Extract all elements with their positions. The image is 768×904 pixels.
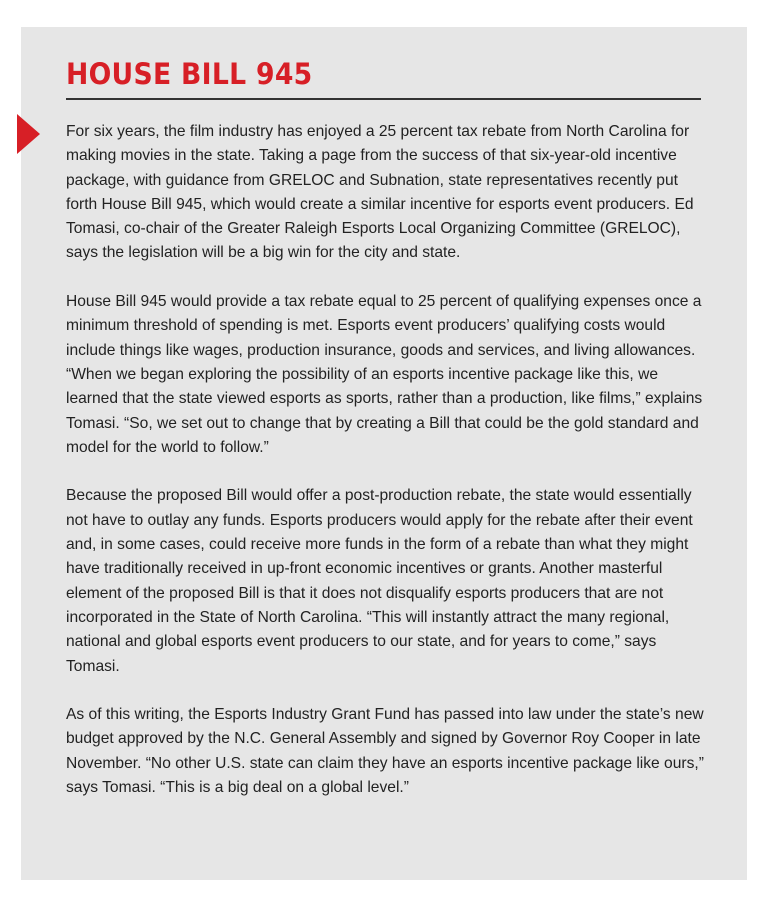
paragraph-4: As of this writing, the Esports Industry Grant Fund has passed into law under the state’s new budget approved by the N.C. General Assembly and signed by Governor Roy Cooper in late November. “No other U.S. state can claim they have an esports incentive package like ours,” says Tomasi. “This is a big deal on a global level.” <box>66 706 704 797</box>
paragraph-2: House Bill 945 would provide a tax rebate equal to 25 percent of qualifying expenses once a minimum threshold of spending is met. Esports event producers’ qualifying costs would include things like wages, production insurance, goods and services, and living allowances. “When we began exploring the possibility of an esports incentive package like this, we learned that the state viewed esports as sports, rather than a production, like films,” explains Tomasi. “So, we set out to change that by creating a Bill that could be the gold standard and model for the world to follow.” <box>66 293 703 456</box>
sidebar-title: HOUSE BILL 945 <box>66 57 313 91</box>
paragraph-3: Because the proposed Bill would offer a post-production rebate, the state would essentially not have to outlay any funds. Esports producers would apply for the rebate after their event and, in some cases, could receive more funds in the form of a rebate than what they might have traditionally received in up-front economic incentives or grants. Another masterful element of the proposed Bill is that it does not disqualify esports producers that are not incorporated in the State of North Carolina. “This will instantly attract the many regional, national and global esports event producers to our state, and for years to come,” says Tomasi. <box>66 487 693 675</box>
paragraph-1: For six years, the film industry has enjoyed a 25 percent tax rebate from North Carolina for making movies in the state. Taking a page from the success of that six-year-old incentive package, with guidance from GRELOC and Subnation, state representatives recently put forth House Bill 945, which would create a similar incentive for esports event producers. Ed Tomasi, co-chair of the Greater Raleigh Esports Local Organizing Committee (GRELOC), says the legislation will be a big win for the city and state. <box>66 123 694 262</box>
arrow-marker-icon <box>17 114 40 154</box>
sidebar-body <box>66 120 711 825</box>
title-divider <box>66 98 701 100</box>
